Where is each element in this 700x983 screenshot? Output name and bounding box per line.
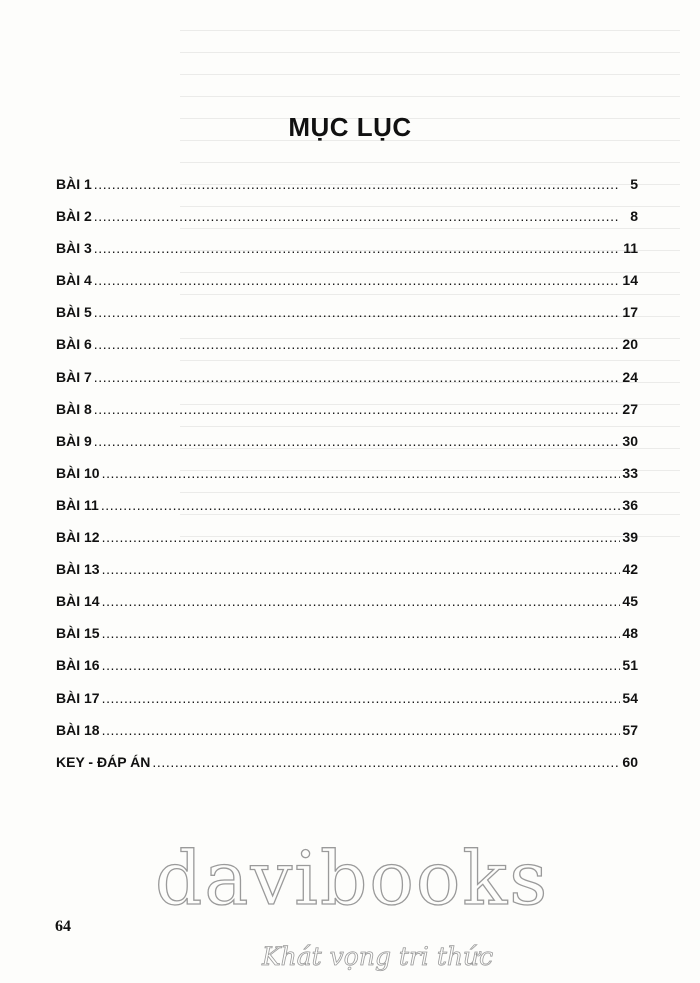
toc-entry-label: BÀI 8 bbox=[56, 400, 92, 417]
toc-entry[interactable] bbox=[56, 625, 638, 657]
watermark-brand: davibooks bbox=[155, 836, 550, 922]
page-title: MỤC LỤC bbox=[288, 112, 412, 142]
toc-leader-dots bbox=[102, 529, 620, 545]
toc-entry-label: BÀI 5 bbox=[56, 304, 92, 321]
toc-leader-dots bbox=[152, 754, 620, 770]
toc-entry-page: 30 bbox=[622, 432, 638, 449]
toc-entry[interactable] bbox=[56, 497, 638, 529]
toc-entry-page: 60 bbox=[622, 753, 638, 770]
toc-entry-label: KEY - ĐÁP ÁN bbox=[56, 753, 151, 770]
toc-entry[interactable] bbox=[56, 240, 638, 272]
toc-leader-dots bbox=[94, 176, 620, 192]
toc-leader-dots bbox=[94, 304, 620, 320]
toc-leader-dots bbox=[94, 433, 620, 449]
toc-entry[interactable] bbox=[56, 433, 638, 465]
toc-entry[interactable] bbox=[56, 208, 638, 240]
page-number: 64 bbox=[55, 918, 71, 935]
toc-entry-label: BÀI 10 bbox=[56, 464, 100, 481]
toc-entry-label: BÀI 9 bbox=[56, 432, 92, 449]
toc-entry[interactable] bbox=[56, 690, 638, 722]
toc-entry[interactable] bbox=[56, 561, 638, 593]
toc-entry-label: BÀI 4 bbox=[56, 272, 92, 289]
toc-entry-label: BÀI 7 bbox=[56, 368, 92, 385]
toc-entry[interactable] bbox=[56, 176, 638, 208]
table-of-contents bbox=[56, 176, 638, 786]
toc-entry-page: 51 bbox=[622, 657, 638, 674]
toc-leader-dots bbox=[94, 208, 620, 224]
toc-entry-page: 57 bbox=[622, 721, 638, 738]
toc-entry-label: BÀI 14 bbox=[56, 593, 100, 610]
toc-leader-dots bbox=[94, 369, 620, 385]
toc-entry-label: BÀI 12 bbox=[56, 529, 100, 546]
toc-leader-dots bbox=[102, 625, 620, 641]
toc-entry-page: 45 bbox=[622, 593, 638, 610]
toc-entry-page: 39 bbox=[622, 529, 638, 546]
toc-entry-label: BÀI 2 bbox=[56, 208, 92, 225]
toc-entry[interactable] bbox=[56, 593, 638, 625]
toc-entry-label: BÀI 18 bbox=[56, 721, 100, 738]
toc-entry-page: 8 bbox=[630, 208, 638, 225]
toc-entry[interactable] bbox=[56, 529, 638, 561]
toc-entry-label: BÀI 13 bbox=[56, 561, 100, 578]
toc-entry-label: BÀI 1 bbox=[56, 176, 92, 192]
toc-entry-page: 5 bbox=[630, 176, 638, 192]
toc-leader-dots bbox=[94, 240, 620, 256]
toc-leader-dots bbox=[94, 336, 620, 352]
toc-entry[interactable] bbox=[56, 336, 638, 368]
toc-entry[interactable] bbox=[56, 465, 638, 497]
toc-entry-page: 27 bbox=[622, 400, 638, 417]
toc-leader-dots bbox=[94, 272, 620, 288]
toc-entry[interactable] bbox=[56, 304, 638, 336]
toc-entry-label: BÀI 17 bbox=[56, 689, 100, 706]
watermark-tagline: Khát vọng tri thức bbox=[262, 942, 494, 971]
toc-leader-dots bbox=[102, 690, 620, 706]
toc-entry-page: 14 bbox=[622, 272, 638, 289]
toc-leader-dots bbox=[102, 465, 620, 481]
toc-entry-page: 33 bbox=[622, 464, 638, 481]
toc-entry-page: 42 bbox=[622, 561, 638, 578]
toc-entry[interactable] bbox=[56, 272, 638, 304]
toc-entry-page: 36 bbox=[622, 496, 638, 513]
toc-entry-page: 48 bbox=[622, 625, 638, 642]
toc-entry[interactable] bbox=[56, 369, 638, 401]
toc-leader-dots bbox=[94, 401, 620, 417]
toc-leader-dots bbox=[102, 722, 620, 738]
toc-entry-label: BÀI 11 bbox=[56, 496, 99, 513]
toc-leader-dots bbox=[102, 593, 620, 609]
toc-leader-dots bbox=[101, 497, 620, 513]
toc-entry[interactable] bbox=[56, 722, 638, 754]
toc-entry[interactable] bbox=[56, 401, 638, 433]
toc-entry-page: 54 bbox=[622, 689, 638, 706]
toc-entry[interactable] bbox=[56, 657, 638, 689]
toc-entry-page: 20 bbox=[622, 336, 638, 353]
toc-entry-label: BÀI 3 bbox=[56, 240, 92, 257]
toc-entry-page: 24 bbox=[622, 368, 638, 385]
toc-leader-dots bbox=[102, 657, 620, 673]
toc-entry-label: BÀI 15 bbox=[56, 625, 100, 642]
toc-entry-page: 11 bbox=[623, 240, 638, 257]
toc-entry[interactable] bbox=[56, 754, 638, 786]
toc-leader-dots bbox=[102, 561, 620, 577]
toc-entry-label: BÀI 16 bbox=[56, 657, 100, 674]
toc-entry-page: 17 bbox=[622, 304, 638, 321]
toc-entry-label: BÀI 6 bbox=[56, 336, 92, 353]
